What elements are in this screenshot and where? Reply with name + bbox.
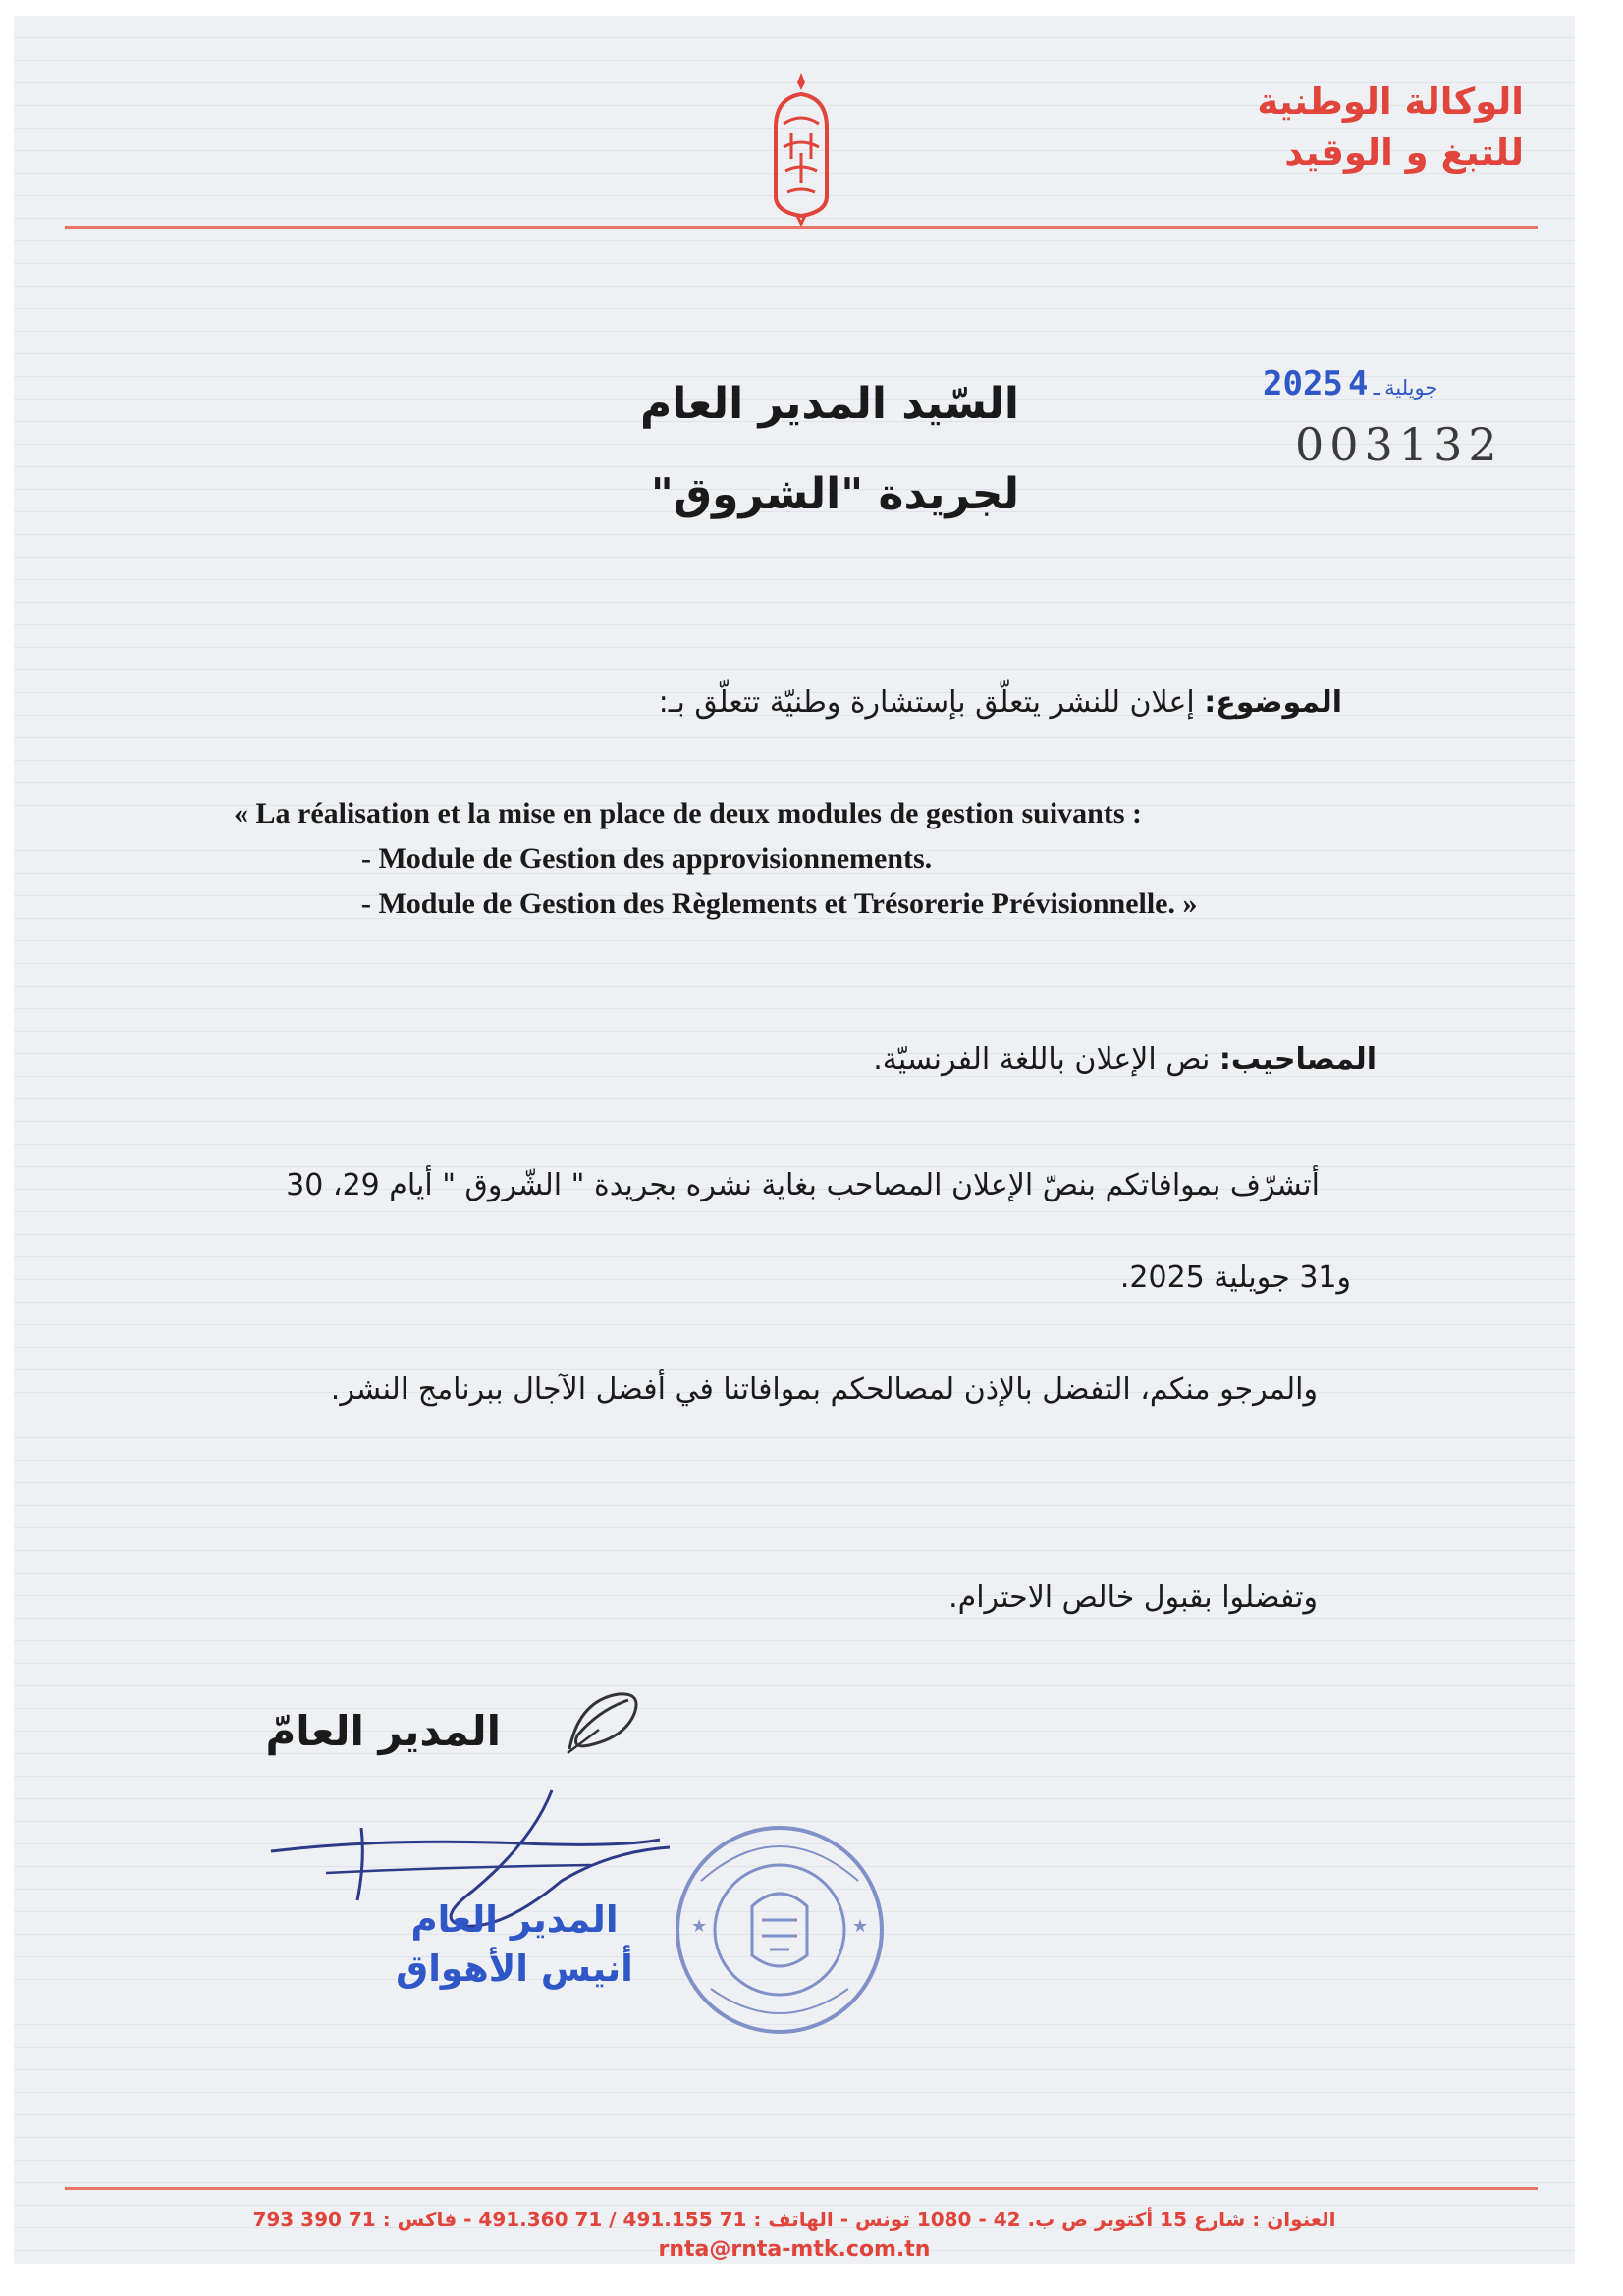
subject-french-block bbox=[234, 791, 1412, 927]
svg-text:★: ★ bbox=[852, 1916, 869, 1937]
letter-page bbox=[14, 16, 1575, 2264]
svg-text:★: ★ bbox=[691, 1916, 708, 1937]
signature-initial-icon bbox=[560, 1681, 648, 1769]
subject-label: الموضوع: bbox=[1204, 685, 1342, 720]
closing-line: وتفضلوا بقبول خالص الاحترام. bbox=[948, 1580, 1318, 1615]
body-paragraph-1: أتشرّف بموافاتكم بنصّ الإعلان المصاحب بغاية نشره بجريدة " الشّروق " أيام 29، 30 bbox=[286, 1168, 1320, 1202]
agency-name bbox=[1210, 77, 1524, 179]
signatory-stamp-title: المدير العام bbox=[410, 1898, 619, 1941]
subject-line bbox=[262, 681, 1342, 724]
attachment-label: المصاحيب: bbox=[1218, 1042, 1377, 1077]
agency-calligraphy-logo-icon bbox=[762, 69, 840, 226]
subject-text: إعلان للنشر يتعلّق بإستشارة وطنيّة تتعلّق بـ: bbox=[658, 685, 1195, 720]
header-divider bbox=[65, 226, 1538, 229]
signature-title: المدير العامّ bbox=[265, 1707, 501, 1755]
footer-address: العنوان : شارع 15 أكتوبر ص ب. 42 - 1080 تونس - الهاتف : 71 491.155 / 71 491.360 - فاكس : 71 390 793 bbox=[252, 2208, 1336, 2231]
agency-name-line2: للتبغ و الوقيد bbox=[1284, 132, 1524, 174]
subject-french-line2: - Module de Gestion des approvisionnements. bbox=[361, 842, 933, 875]
body-paragraph-2: والمرجو منكم، التفضل بالإذن لمصالحكم بموافاتنا في أفضل الآجال ببرنامج النشر. bbox=[330, 1372, 1318, 1407]
date-day: 4 bbox=[1347, 364, 1369, 403]
date-month: جويلية bbox=[1384, 376, 1438, 400]
date-year: 2025 bbox=[1263, 364, 1343, 403]
reference-number: 003132 bbox=[1295, 418, 1503, 471]
signatory-stamp bbox=[338, 1896, 691, 1994]
recipient-block bbox=[469, 359, 1019, 540]
footer-email: rnta@rnta-mtk.com.tn bbox=[658, 2237, 931, 2262]
attachment-text: نص الإعلان باللغة الفرنسيّة. bbox=[873, 1042, 1211, 1077]
attachment-line bbox=[297, 1039, 1377, 1082]
letter-date bbox=[1263, 364, 1508, 403]
signatory-stamp-name: أنيس الأهواق bbox=[396, 1948, 633, 1990]
body-paragraph-1-continued: و31 جويلية 2025. bbox=[1119, 1260, 1351, 1295]
official-seal-icon bbox=[662, 1812, 897, 2048]
subject-french-line3: - Module de Gestion des Règlements et Trésorerie Prévisionnelle. » bbox=[361, 887, 1198, 920]
footer-divider bbox=[65, 2187, 1538, 2190]
subject-french-line1: « La réalisation et la mise en place de deux modules de gestion suivants : bbox=[234, 797, 1143, 829]
recipient-line1: السّيد المدير العام bbox=[639, 379, 1019, 429]
footer-contact bbox=[14, 2205, 1575, 2264]
date-separator-icon: ـ bbox=[1373, 376, 1380, 400]
recipient-line2: لجريدة "الشروق" bbox=[650, 469, 1019, 519]
agency-name-line1: الوكالة الوطنية bbox=[1257, 80, 1524, 123]
